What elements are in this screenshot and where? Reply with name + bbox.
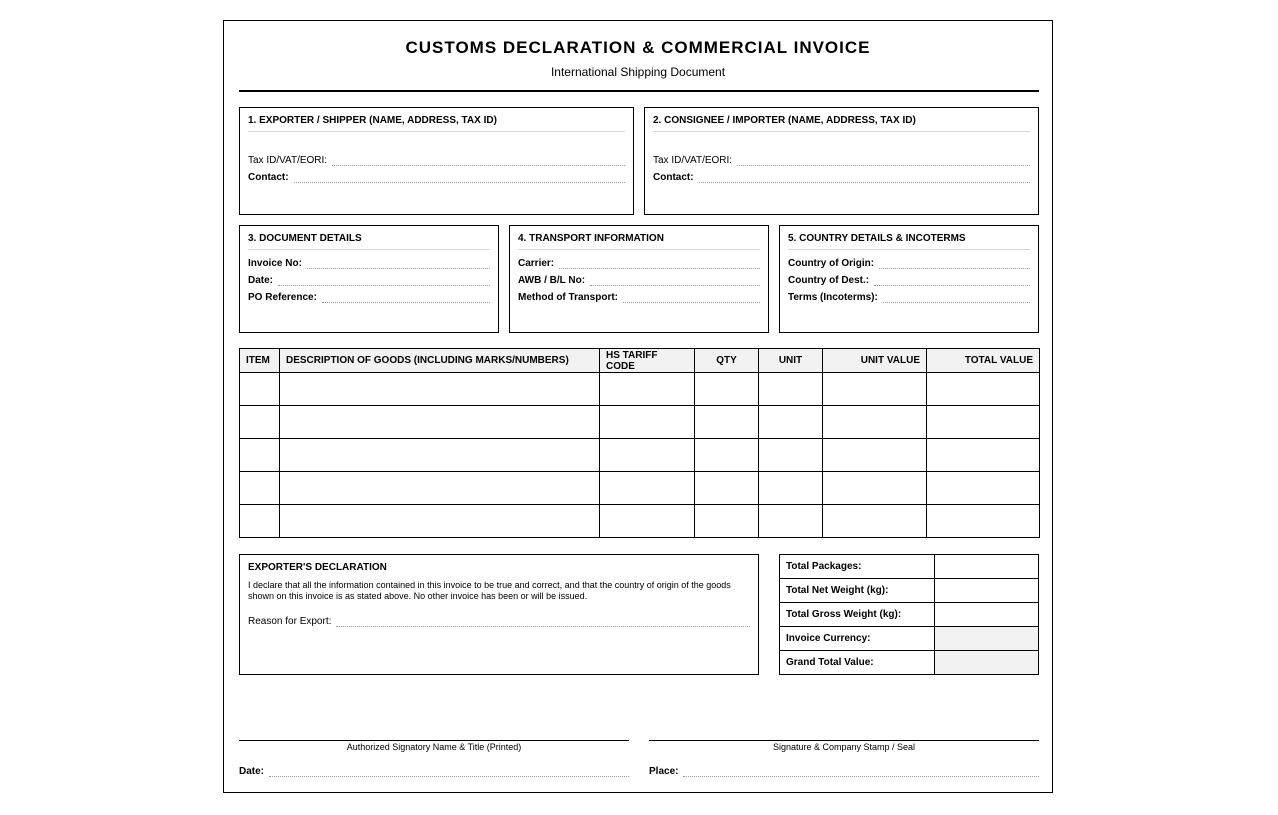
declaration-text: I declare that all the information contained in this invoice to be true and correct, and that the country of origin of the goods shown on this invoice is as stated above. No other invoice has been or will be issued. xyxy=(248,580,731,601)
reason-label: Reason for Export: xyxy=(248,616,332,627)
country-heading: 5. COUNTRY DETAILS & INCOTERMS xyxy=(788,233,1030,250)
table-cell[interactable] xyxy=(823,505,927,538)
net-weight-value[interactable] xyxy=(935,579,1039,603)
destination-line[interactable] xyxy=(874,275,1030,286)
grand-total-label: Grand Total Value: xyxy=(780,651,935,675)
carrier-label: Carrier: xyxy=(518,258,555,269)
gross-weight-label: Total Gross Weight (kg): xyxy=(780,603,935,627)
goods-table xyxy=(239,348,1040,538)
document-details-section xyxy=(239,225,499,333)
transport-section xyxy=(509,225,769,333)
table-cell[interactable] xyxy=(823,406,927,439)
table-cell[interactable] xyxy=(240,406,280,439)
declaration-heading: EXPORTER'S DECLARATION xyxy=(248,562,387,573)
goods-header-row xyxy=(240,349,1040,373)
exporter-tax-field[interactable] xyxy=(248,152,625,166)
table-cell[interactable] xyxy=(600,373,695,406)
table-cell[interactable] xyxy=(927,472,1040,505)
col-hs-code: HS TARIFF CODE xyxy=(600,349,695,373)
sign-place-label: Place: xyxy=(649,766,679,777)
grand-total-value[interactable] xyxy=(935,651,1039,675)
invoice-date-line[interactable] xyxy=(278,275,490,286)
country-section xyxy=(779,225,1039,333)
po-reference-field[interactable] xyxy=(248,289,490,303)
declaration-section xyxy=(239,554,759,675)
destination-label: Country of Dest.: xyxy=(788,275,870,286)
po-reference-line[interactable] xyxy=(322,292,490,303)
table-cell[interactable] xyxy=(240,373,280,406)
invoice-no-field[interactable] xyxy=(248,255,490,269)
table-row xyxy=(240,373,1040,406)
table-cell[interactable] xyxy=(695,373,759,406)
exporter-contact-line[interactable] xyxy=(294,172,625,183)
transport-method-line[interactable] xyxy=(623,292,760,303)
transport-method-label: Method of Transport: xyxy=(518,292,618,303)
col-description: DESCRIPTION OF GOODS (INCLUDING MARKS/NUMBERS) xyxy=(280,349,600,373)
transport-heading: 4. TRANSPORT INFORMATION xyxy=(518,233,760,250)
col-unit: UNIT xyxy=(759,349,823,373)
table-cell[interactable] xyxy=(695,406,759,439)
table-row xyxy=(780,555,1039,579)
signature-stamp-label: Signature & Company Stamp / Seal xyxy=(772,742,916,752)
origin-field[interactable] xyxy=(788,255,1030,269)
incoterms-line[interactable] xyxy=(883,292,1030,303)
document-details-heading: 3. DOCUMENT DETAILS xyxy=(248,233,490,250)
consignee-heading: 2. CONSIGNEE / IMPORTER (NAME, ADDRESS, TAX ID) xyxy=(653,115,1030,132)
table-row xyxy=(780,579,1039,603)
table-cell[interactable] xyxy=(280,373,600,406)
table-cell[interactable] xyxy=(759,439,823,472)
sign-place-field[interactable] xyxy=(649,763,1039,777)
table-row xyxy=(240,505,1040,538)
currency-label: Invoice Currency: xyxy=(780,627,935,651)
invoice-date-label: Date: xyxy=(248,275,274,286)
table-cell[interactable] xyxy=(823,439,927,472)
table-cell[interactable] xyxy=(240,472,280,505)
consignee-contact-line[interactable] xyxy=(699,172,1030,183)
incoterms-field[interactable] xyxy=(788,289,1030,303)
table-cell[interactable] xyxy=(927,373,1040,406)
table-cell[interactable] xyxy=(600,472,695,505)
net-weight-label: Total Net Weight (kg): xyxy=(780,579,935,603)
table-cell[interactable] xyxy=(600,505,695,538)
table-cell[interactable] xyxy=(240,439,280,472)
table-cell[interactable] xyxy=(927,439,1040,472)
table-cell[interactable] xyxy=(240,505,280,538)
transport-method-field[interactable] xyxy=(518,289,760,303)
currency-value[interactable] xyxy=(935,627,1039,651)
total-packages-label: Total Packages: xyxy=(780,555,935,579)
signatory-name-label: Authorized Signatory Name & Title (Printed) xyxy=(346,742,522,752)
document-title: CUSTOMS DECLARATION & COMMERCIAL INVOICE xyxy=(405,38,871,57)
header-rule xyxy=(239,90,1039,92)
table-cell[interactable] xyxy=(695,439,759,472)
incoterms-label: Terms (Incoterms): xyxy=(788,292,878,303)
reason-field[interactable] xyxy=(248,613,750,627)
table-cell[interactable] xyxy=(927,505,1040,538)
table-cell[interactable] xyxy=(759,472,823,505)
exporter-contact-field[interactable] xyxy=(248,169,625,183)
consignee-contact-label: Contact: xyxy=(653,172,694,183)
destination-field[interactable] xyxy=(788,272,1030,286)
table-row xyxy=(240,472,1040,505)
invoice-no-label: Invoice No: xyxy=(248,258,302,269)
col-unit-value: UNIT VALUE xyxy=(823,349,927,373)
awb-line[interactable] xyxy=(590,275,760,286)
table-cell[interactable] xyxy=(759,505,823,538)
po-reference-label: PO Reference: xyxy=(248,292,317,303)
table-row xyxy=(240,439,1040,472)
table-row xyxy=(240,406,1040,439)
reason-line[interactable] xyxy=(336,616,750,627)
signature-stamp-line[interactable] xyxy=(649,740,1039,741)
exporter-tax-line[interactable] xyxy=(332,155,625,166)
sign-date-field[interactable] xyxy=(239,763,629,777)
origin-line[interactable] xyxy=(879,258,1030,269)
consignee-tax-line[interactable] xyxy=(737,155,1030,166)
invoice-date-field[interactable] xyxy=(248,272,490,286)
table-cell[interactable] xyxy=(600,439,695,472)
exporter-heading: 1. EXPORTER / SHIPPER (NAME, ADDRESS, TAX ID) xyxy=(248,115,625,132)
sign-date-line[interactable] xyxy=(269,766,629,777)
table-cell[interactable] xyxy=(600,406,695,439)
invoice-no-line[interactable] xyxy=(307,258,490,269)
table-cell[interactable] xyxy=(927,406,1040,439)
total-packages-value[interactable] xyxy=(935,555,1039,579)
col-qty: QTY xyxy=(695,349,759,373)
consignee-section xyxy=(644,107,1039,215)
table-cell[interactable] xyxy=(695,472,759,505)
totals-table xyxy=(779,554,1039,675)
signatory-name-line[interactable] xyxy=(239,740,629,741)
exporter-tax-label: Tax ID/VAT/EORI: xyxy=(248,155,328,166)
document-subtitle: International Shipping Document xyxy=(550,65,726,79)
table-row xyxy=(780,651,1039,675)
table-cell[interactable] xyxy=(823,472,927,505)
table-cell[interactable] xyxy=(823,373,927,406)
col-item: ITEM xyxy=(240,349,280,373)
exporter-section xyxy=(239,107,634,215)
table-row xyxy=(780,603,1039,627)
consignee-contact-field[interactable] xyxy=(653,169,1030,183)
table-cell[interactable] xyxy=(280,472,600,505)
invoice-page xyxy=(223,20,1053,793)
carrier-line[interactable] xyxy=(559,258,760,269)
table-cell[interactable] xyxy=(280,406,600,439)
table-cell[interactable] xyxy=(280,505,600,538)
table-cell[interactable] xyxy=(759,373,823,406)
sign-date-label: Date: xyxy=(239,766,265,777)
awb-field[interactable] xyxy=(518,272,760,286)
carrier-field[interactable] xyxy=(518,255,760,269)
gross-weight-value[interactable] xyxy=(935,603,1039,627)
sign-place-line[interactable] xyxy=(683,766,1039,777)
awb-label: AWB / B/L No: xyxy=(518,275,586,286)
table-cell[interactable] xyxy=(695,505,759,538)
table-cell[interactable] xyxy=(280,439,600,472)
table-cell[interactable] xyxy=(759,406,823,439)
consignee-tax-label: Tax ID/VAT/EORI: xyxy=(653,155,733,166)
origin-label: Country of Origin: xyxy=(788,258,875,269)
table-row xyxy=(780,627,1039,651)
consignee-tax-field[interactable] xyxy=(653,152,1030,166)
exporter-contact-label: Contact: xyxy=(248,172,289,183)
col-total-value: TOTAL VALUE xyxy=(927,349,1040,373)
